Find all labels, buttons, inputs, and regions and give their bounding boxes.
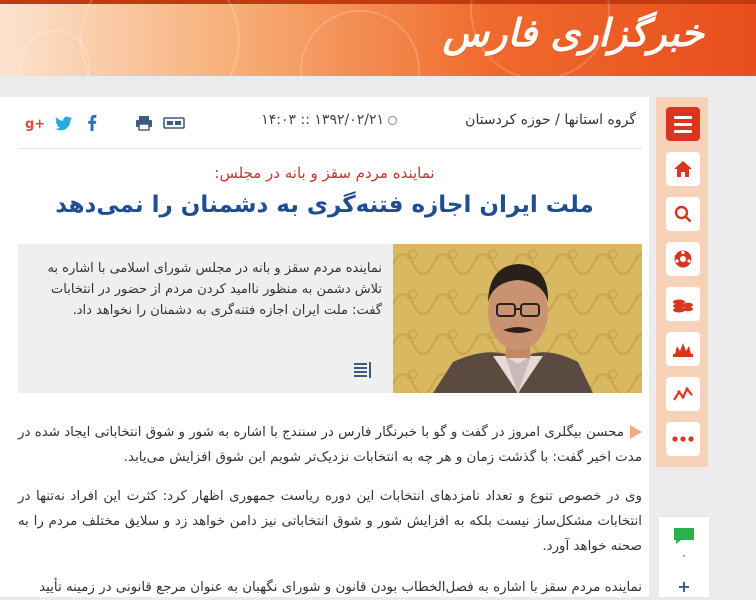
header-banner — [0, 0, 756, 76]
article-lead: نماینده مردم سقز و بانه در مجلس شورای اسلامی با اشاره به تلاش دشمن به منظور ناامید کردن مردم از حضور در انتخابات گفت: ملت ایران اجازه فتنه‌گری به دشمنان را نخواهد داد. — [47, 261, 382, 318]
chart-icon[interactable] — [666, 377, 700, 411]
more-icon[interactable] — [666, 422, 700, 456]
site-logo[interactable]: خبرگزاری فارس — [442, 10, 704, 55]
article-paragraph-1: محسن بیگلری امروز در گفت و گو با خبرنگار فارس در سنندج با اشاره به شور و شوق انتخاباتی ایجاد شده در مدت اخیر گفت: با گذشت زمان و هر چه به انتخابات نزدیک‌تر شویم این شوق افزایش می‌یابد. — [18, 425, 642, 465]
twitter-icon[interactable] — [54, 113, 74, 133]
svg-text:g+: g+ — [25, 117, 46, 132]
comment-count: ۰ — [681, 549, 687, 562]
search-icon[interactable] — [666, 197, 700, 231]
facebook-icon[interactable] — [82, 113, 102, 133]
googleplus-icon[interactable] — [24, 113, 44, 133]
article-datetime: ۱۳۹۲/۰۲/۲۱ :: ۱۴:۰۳ — [261, 112, 397, 128]
culture-icon[interactable] — [666, 332, 700, 366]
comment-icon[interactable] — [673, 527, 695, 549]
economy-icon[interactable] — [666, 287, 700, 321]
add-button[interactable]: + — [677, 577, 691, 596]
article-paragraph-3: نماینده مردم سقز با اشاره به فصل‌الخطاب بودن قانون و شورای نگهبان به عنوان مرجع قانونی در زمینه تأیید — [39, 580, 642, 595]
menu-button[interactable] — [666, 107, 700, 141]
comment-widget — [659, 517, 709, 597]
article-lead-box — [18, 244, 642, 393]
article-panel — [0, 97, 649, 597]
list-icon[interactable] — [354, 362, 372, 378]
article-info-row — [18, 97, 642, 149]
shortlink-icon[interactable] — [162, 113, 186, 133]
article-headline: ملت ایران اجازه فتنه‌گری به دشمنان را نمی‌دهد — [55, 192, 594, 218]
clock-icon — [388, 116, 397, 125]
paragraph-bullet-icon — [630, 425, 642, 439]
home-icon[interactable] — [666, 152, 700, 186]
sports-icon[interactable] — [666, 242, 700, 276]
breadcrumb[interactable]: گروه استانها / حوزه کردستان — [465, 112, 636, 128]
article-kicker: نماینده مردم سقز و بانه در مجلس: — [214, 164, 435, 182]
article-paragraph-2: وی در خصوص تنوع و تعداد نامزدهای انتخابات این دوره ریاست جمهوری اظهار کرد: کثرت این افراد نه‌تنها در انتخابات مشکل‌ساز نیست بلکه به افزایش شور و شوق انتخاباتی نیز دامن خواهد زد و سلایق مختلف مردم را به صحنه خواهد آورد. — [18, 489, 642, 554]
article-photo — [393, 244, 642, 393]
print-icon[interactable] — [132, 113, 156, 133]
